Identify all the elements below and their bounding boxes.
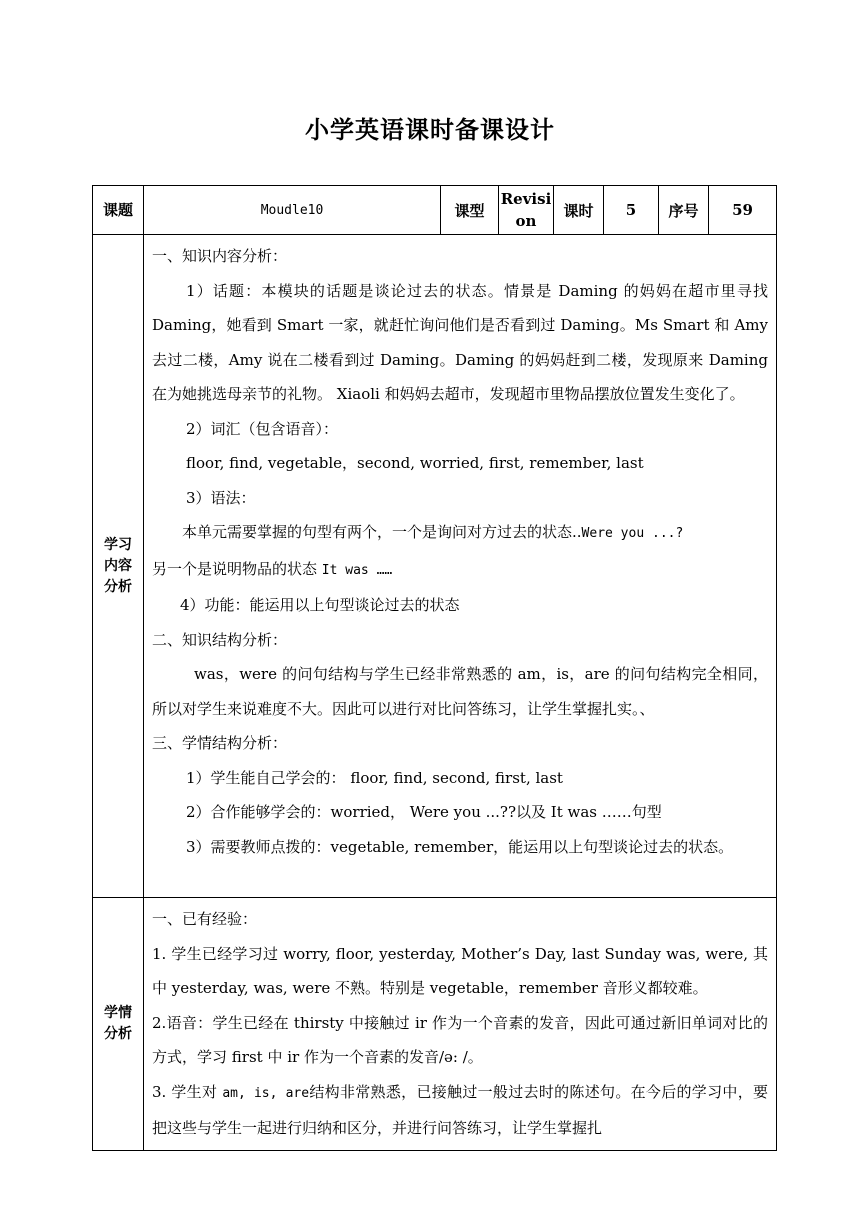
vocab-list: floor, find, vegetable，second, worried, first, remember, last xyxy=(186,454,644,472)
content-analysis-row xyxy=(93,235,777,898)
grammar-pattern-1: Were you ...? xyxy=(581,526,684,541)
grammar-pattern-2: It was …… xyxy=(321,562,393,578)
period-label: 课时 xyxy=(554,186,604,235)
type-label: 课型 xyxy=(441,186,499,235)
seq-value: 59 xyxy=(709,186,777,235)
content-analysis-body xyxy=(144,235,777,898)
experience-item-1: 1. 学生已经学习过 worry, floor, yesterday, Mother’s Day, last Sunday was, were, 其中 yesterday, was, were 不熟。特别是 vegetable，remember 音形义都较难。 xyxy=(152,944,768,997)
heading-knowledge: 一、知识内容分析： xyxy=(152,247,288,265)
learning-item-2: 2）合作能够学会的：worried， Were you ...??以及 It was ……句型 xyxy=(186,803,662,821)
topic-label: 课题 xyxy=(93,186,144,235)
grammar-text-1: 本单元需要掌握的句型有两个，一个是询问对方过去的状态.. xyxy=(182,523,582,541)
topic-value: Moudle10 xyxy=(144,186,441,235)
function-line: 4）功能：能运用以上句型谈论过去的状态 xyxy=(180,596,460,614)
student-analysis-body xyxy=(144,898,777,1151)
experience-text-3a: 3. 学生对 xyxy=(152,1082,218,1101)
student-analysis-label: 学情分析 xyxy=(93,898,144,1151)
heading-learning: 三、学情结构分析： xyxy=(152,734,288,752)
period-value: 5 xyxy=(604,186,659,235)
grammar-text-2: 另一个是说明物品的状态 xyxy=(152,559,318,578)
experience-text-3b: 结构非常熟悉，已接触过一般过去时的陈述句。在今后的学习中，要把这些与学生一起进行归纳和区分，并进行问答练习，让学生掌握扎 xyxy=(152,1082,768,1137)
learning-item-3: 3）需要教师点拨的：vegetable, remember，能运用以上句型谈论过去的状态。 xyxy=(186,837,734,856)
content-analysis-label: 学习内容分析 xyxy=(93,235,144,898)
experience-item-3 xyxy=(152,1075,768,1146)
vocab-heading: 2）词汇（包含语音）： xyxy=(186,419,339,438)
heading-structure: 二、知识结构分析： xyxy=(152,630,288,649)
page-title: 小学英语课时备课设计 xyxy=(305,115,555,144)
experience-words: am, is, are xyxy=(222,1085,310,1101)
heading-experience: 一、已有经验： xyxy=(152,910,258,928)
learning-item-1: 1）学生能自己学会的： floor, find, second, first, last xyxy=(186,768,563,787)
grammar-line-2 xyxy=(152,552,768,589)
structure-paragraph: was，were 的问句结构与学生已经非常熟悉的 am，is，are 的问句结构完全相同，所以对学生来说难度不大。因此可以进行对比问答练习，让学生掌握扎实。、 xyxy=(152,665,768,718)
grammar-line-1 xyxy=(152,515,768,552)
grammar-heading: 3）语法： xyxy=(186,488,256,507)
seq-label: 序号 xyxy=(659,186,709,235)
type-value: Revision xyxy=(499,186,554,235)
lesson-plan-table xyxy=(92,185,777,1151)
student-analysis-row xyxy=(93,898,777,1151)
experience-item-2: 2.语音：学生已经在 thirsty 中接触过 ir 作为一个音素的发音，因此可通过新旧单词对比的方式，学习 first 中 ir 作为一个音素的发音/ə: /。 xyxy=(152,1013,768,1066)
header-row xyxy=(93,186,777,235)
topic-paragraph: 1）话题：本模块的话题是谈论过去的状态。情景是 Daming 的妈妈在超市里寻找 Daming，她看到 Smart 一家，就赶忙询问他们是否看到过 Daming。Ms Smart 和 Amy 去过二楼，Amy 说在二楼看到过 Daming。Daming 的妈妈赶到二楼，发现原来 Daming 在为她挑选母亲节的礼物。 Xiaoli 和妈妈去超市，发现超市里物品摆放位置发生变化了。 xyxy=(152,281,768,403)
